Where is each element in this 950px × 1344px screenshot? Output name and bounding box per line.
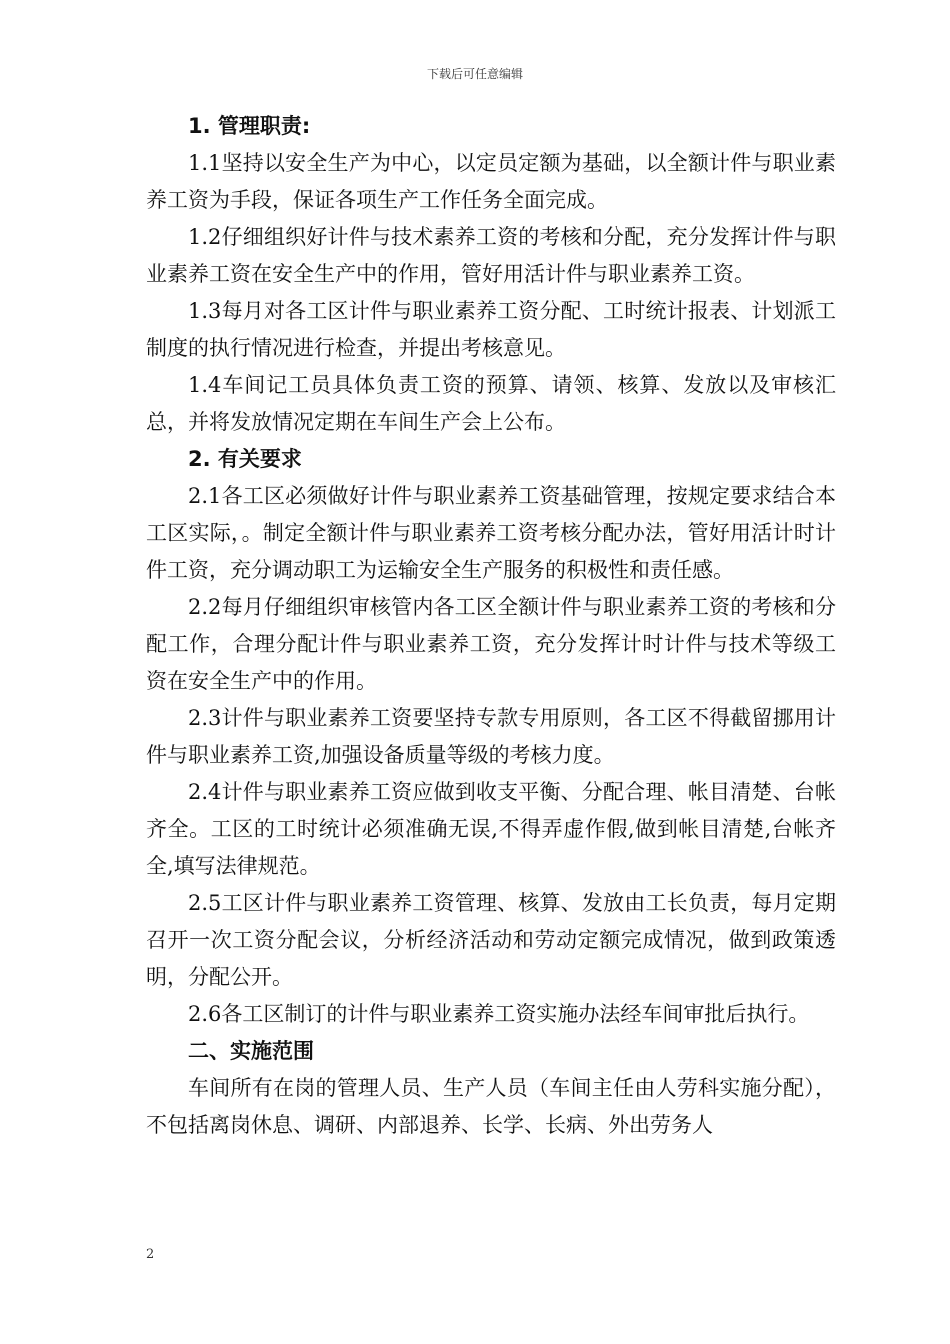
paragraph-1-1: 1.1坚持以安全生产为中心，以定员定额为基础，以全额计件与职业素养工资为手段，保证各项生产工作任务全面完成。 (146, 151, 836, 212)
paragraph-2-6: 2.6各工区制订的计件与职业素养工资实施办法经车间审批后执行。 (188, 1002, 810, 1026)
document-body (146, 108, 836, 1144)
paragraph-2-5: 2.5工区计件与职业素养工资管理、核算、发放由工长负责，每月定期召开一次工资分配会议，分析经济活动和劳动定额完成情况，做到政策透明，分配公开。 (146, 891, 836, 989)
paragraph-2-2: 2.2每月仔细组织审核管内各工区全额计件与职业素养工资的考核和分配工作，合理分配计件与职业素养工资，充分发挥计时计件与技术等级工资在安全生产中的作用。 (146, 595, 836, 693)
paragraph-1-2: 1.2仔细组织好计件与技术素养工资的考核和分配，充分发挥计件与职业素养工资在安全生产中的作用，管好用活计件与职业素养工资。 (146, 225, 836, 286)
paragraph-scope: 车间所有在岗的管理人员、生产人员（车间主任由人劳科实施分配），不包括离岗休息、调研、内部退养、长学、长病、外出劳务人 (146, 1076, 836, 1137)
paragraph-2-4: 2.4计件与职业素养工资应做到收支平衡、分配合理、帐目清楚、台帐齐全。工区的工时统计必须准确无误,不得弄虚作假,做到帐目清楚,台帐齐全,填写法律规范。 (146, 780, 836, 878)
section-heading-management-duties: 1. 管理职责: (188, 114, 311, 138)
paragraph-1-3: 1.3每月对各工区计件与职业素养工资分配、工时统计报表、计划派工制度的执行情况进行检查，并提出考核意见。 (146, 299, 836, 360)
page-number: 2 (146, 1247, 155, 1262)
paragraph-2-3: 2.3计件与职业素养工资要坚持专款专用原则，各工区不得截留挪用计件与职业素养工资,加强设备质量等级的考核力度。 (146, 706, 836, 767)
section-heading-scope: 二、实施范围 (188, 1039, 314, 1063)
paragraph-2-1: 2.1各工区必须做好计件与职业素养工资基础管理，按规定要求结合本工区实际，。制定全额计件与职业素养工资考核分配办法，管好用活计时计件工资，充分调动职工为运输安全生产服务的积极性和责任感。 (146, 484, 836, 582)
paragraph-1-4: 1.4车间记工员具体负责工资的预算、请领、核算、发放以及审核汇总，并将发放情况定期在车间生产会上公布。 (146, 373, 836, 434)
section-heading-requirements: 2. 有关要求 (188, 447, 302, 471)
page-header-note: 下载后可任意编辑 (426, 67, 523, 81)
